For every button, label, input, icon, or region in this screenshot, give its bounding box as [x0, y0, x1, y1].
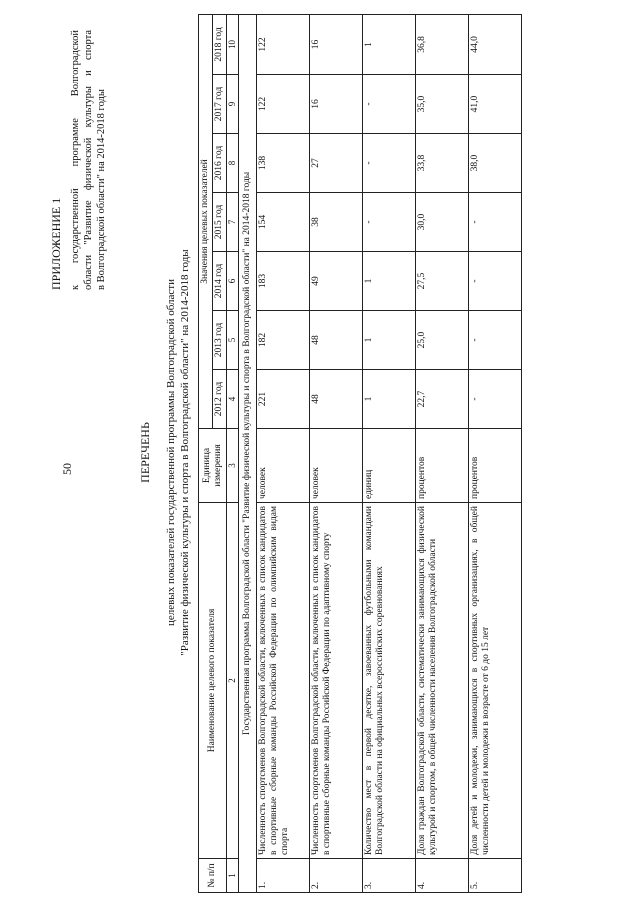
- row-num: 4.: [416, 859, 469, 893]
- row-value: 182: [257, 311, 310, 370]
- row-unit: единиц: [363, 429, 416, 503]
- header-unit: Единица измерения: [199, 429, 227, 503]
- header-year: 2014 год: [213, 252, 227, 311]
- row-value: -: [363, 193, 416, 252]
- row-indicator: Численность спортсменов Волгоградской области, включенных в список кандидатов в спортивные сборные команды Российской Федерации по адаптивному спорту: [310, 503, 363, 859]
- row-value: 25,0: [416, 311, 469, 370]
- row-value: 49: [310, 252, 363, 311]
- row-indicator: Доля граждан Волгоградской области, систематически занимающихся физической культурой и спортом, в общей численности населения Волгоградской области: [416, 503, 469, 859]
- row-value: 1: [363, 14, 416, 74]
- header-year: 2018 год: [213, 14, 227, 74]
- row-unit: процентов: [469, 429, 522, 503]
- column-number: 1: [227, 859, 239, 893]
- table-row: [257, 14, 310, 892]
- document-title: ПЕРЕЧЕНЬ: [138, 422, 152, 483]
- row-value: -: [469, 311, 522, 370]
- appendix-line: в Волгоградской области" на 2014-2018 годы: [96, 89, 107, 290]
- heading-line: "Развитие физической культуры и спорта в Волгоградской области" на 2014-2018 годы: [179, 249, 191, 656]
- column-number: 7: [227, 193, 239, 252]
- row-value: 44,0: [469, 14, 522, 74]
- header-num: № п/п: [199, 859, 227, 893]
- heading-line: целевых показателей государственной программы Волгоградской области: [165, 278, 177, 627]
- column-numbers-row: [227, 14, 239, 892]
- header-values-group: Значения целевых показателей: [199, 14, 213, 428]
- header-name: Наименование целевого показателя: [199, 503, 227, 859]
- header-year: 2015 год: [213, 193, 227, 252]
- program-title: Государственная программа Волгоградской области "Развитие физической культуры и спорта в Волгоградской области" на 2014-2018 годы: [239, 14, 257, 892]
- row-value: 27,5: [416, 252, 469, 311]
- row-value: 30,0: [416, 193, 469, 252]
- indicators-table: [198, 14, 522, 893]
- header-year: 2012 год: [213, 370, 227, 429]
- row-value: -: [469, 193, 522, 252]
- row-value: -: [469, 252, 522, 311]
- row-value: 1: [363, 252, 416, 311]
- row-value: 27: [310, 134, 363, 193]
- row-value: 1: [363, 311, 416, 370]
- appendix-block: [50, 30, 108, 290]
- table-row: [363, 14, 416, 892]
- row-value: 16: [310, 14, 363, 74]
- table-row: [469, 14, 522, 892]
- row-value: 36,8: [416, 14, 469, 74]
- row-num: 2.: [310, 859, 363, 893]
- row-indicator: Доля детей и молодежи, занимающихся в спортивных организациях, в общей численности детей и молодежи в возрасте от 6 до 15 лет: [469, 503, 522, 859]
- row-value: 48: [310, 370, 363, 429]
- row-value: 48: [310, 311, 363, 370]
- row-value: 41,0: [469, 75, 522, 134]
- row-indicator: Количество мест в первой десятке, завоеванных футбольными командами Волгоградской области на официальных всероссийских соревнованиях: [363, 503, 416, 859]
- row-value: 38,0: [469, 134, 522, 193]
- program-row: [239, 14, 257, 892]
- page-number: 50: [60, 463, 74, 475]
- row-value: 221: [257, 370, 310, 429]
- row-unit: процентов: [416, 429, 469, 503]
- column-number: 2: [227, 503, 239, 859]
- row-value: -: [363, 134, 416, 193]
- table-row: [310, 14, 363, 892]
- column-number: 4: [227, 370, 239, 429]
- row-value: 1: [363, 370, 416, 429]
- row-value: 122: [257, 14, 310, 74]
- column-number: 9: [227, 75, 239, 134]
- row-value: 183: [257, 252, 310, 311]
- row-value: 33,8: [416, 134, 469, 193]
- row-value: -: [363, 75, 416, 134]
- column-number: 3: [227, 429, 239, 503]
- row-num: 1.: [257, 859, 310, 893]
- document-heading: [138, 150, 192, 755]
- column-number: 6: [227, 252, 239, 311]
- header-year: 2017 год: [213, 75, 227, 134]
- row-value: 16: [310, 75, 363, 134]
- row-num: 5.: [469, 859, 522, 893]
- row-unit: человек: [257, 429, 310, 503]
- row-value: 154: [257, 193, 310, 252]
- table-row: [416, 14, 469, 892]
- header-year: 2013 год: [213, 311, 227, 370]
- row-num: 3.: [363, 859, 416, 893]
- row-value: 22,7: [416, 370, 469, 429]
- row-value: 138: [257, 134, 310, 193]
- column-number: 10: [227, 14, 239, 74]
- row-value: -: [469, 370, 522, 429]
- header-year: 2016 год: [213, 134, 227, 193]
- row-value: 35,0: [416, 75, 469, 134]
- row-value: 122: [257, 75, 310, 134]
- column-number: 8: [227, 134, 239, 193]
- appendix-line: области "Развитие физической культуры и спорта: [83, 30, 94, 290]
- appendix-line: к государственной программе Волгоградской: [70, 30, 81, 290]
- appendix-title: ПРИЛОЖЕНИЕ 1: [49, 197, 63, 290]
- row-indicator: Численность спортсменов Волгоградской области, включенных в список кандидатов в спортивные сборные команды Российской Федерации по олимпийским видам спорта: [257, 503, 310, 859]
- column-number: 5: [227, 311, 239, 370]
- row-value: 38: [310, 193, 363, 252]
- row-unit: человек: [310, 429, 363, 503]
